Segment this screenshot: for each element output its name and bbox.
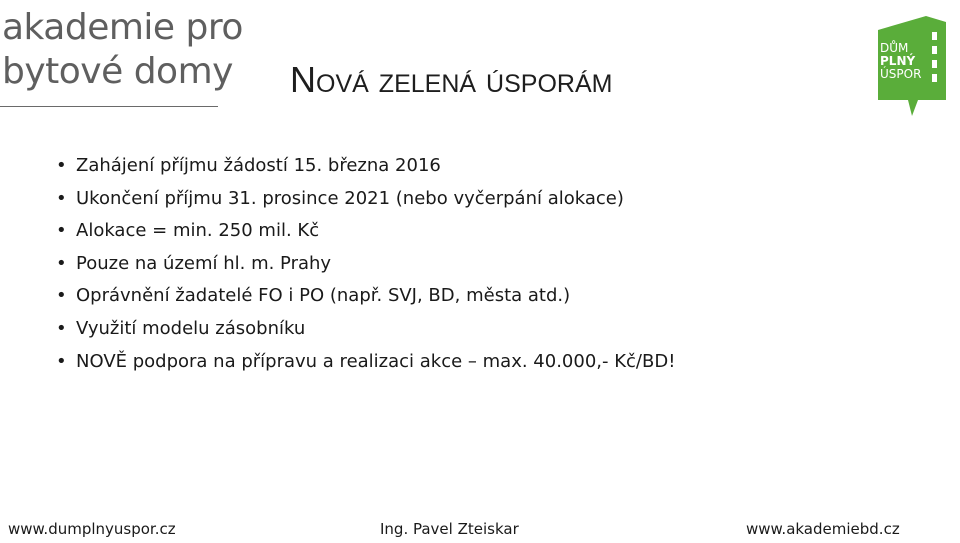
list-item xyxy=(56,280,675,313)
footer-website-left: www.dumplnyuspor.cz xyxy=(8,520,176,538)
brand-logo-text xyxy=(2,6,243,94)
list-item xyxy=(56,346,675,379)
list-item xyxy=(56,150,675,183)
bullet-dot: • xyxy=(56,187,67,209)
list-item-text: Alokace = min. 250 mil. Kč xyxy=(76,220,320,242)
brand-line-2: bytové domy xyxy=(2,51,233,92)
logo-line-3: ÚSPOR xyxy=(880,67,922,81)
logo-line-1: DŮM xyxy=(880,41,909,55)
brand-underline xyxy=(0,106,218,107)
list-item-text: Ukončení příjmu 31. prosince 2021 (nebo vyčerpání alokace) xyxy=(76,187,624,209)
bullet-list xyxy=(56,150,675,378)
bullet-dot: • xyxy=(56,285,67,307)
bullet-dot: • xyxy=(56,317,67,339)
brand-line-1: akademie pro xyxy=(2,7,243,48)
logo-text xyxy=(880,42,921,81)
bullet-dot: • xyxy=(56,252,67,274)
list-item xyxy=(56,248,675,281)
bullet-dot: • xyxy=(56,220,67,242)
bullet-dot: • xyxy=(56,155,67,176)
list-item-text: Využití modelu zásobníku xyxy=(76,317,306,339)
list-item-text: NOVĚ podpora na přípravu a realizaci akce – max. 40.000,- Kč/BD! xyxy=(76,350,676,372)
list-item-text: Oprávnění žadatelé FO i PO (např. SVJ, BD, města atd.) xyxy=(76,285,571,307)
list-item xyxy=(56,313,675,346)
list-item xyxy=(56,183,675,216)
slide-title: Nová zelená úsporám xyxy=(290,59,613,100)
list-item-text: Zahájení příjmu žádostí 15. března 2016 xyxy=(76,155,441,176)
list-item-text: Pouze na území hl. m. Prahy xyxy=(76,252,332,274)
bullet-dot: • xyxy=(56,350,67,372)
logo-line-2: PLNÝ xyxy=(880,54,916,68)
list-item xyxy=(56,215,675,248)
footer-author: Ing. Pavel Zteiskar xyxy=(380,520,519,538)
footer-website-right: www.akademiebd.cz xyxy=(746,520,900,538)
